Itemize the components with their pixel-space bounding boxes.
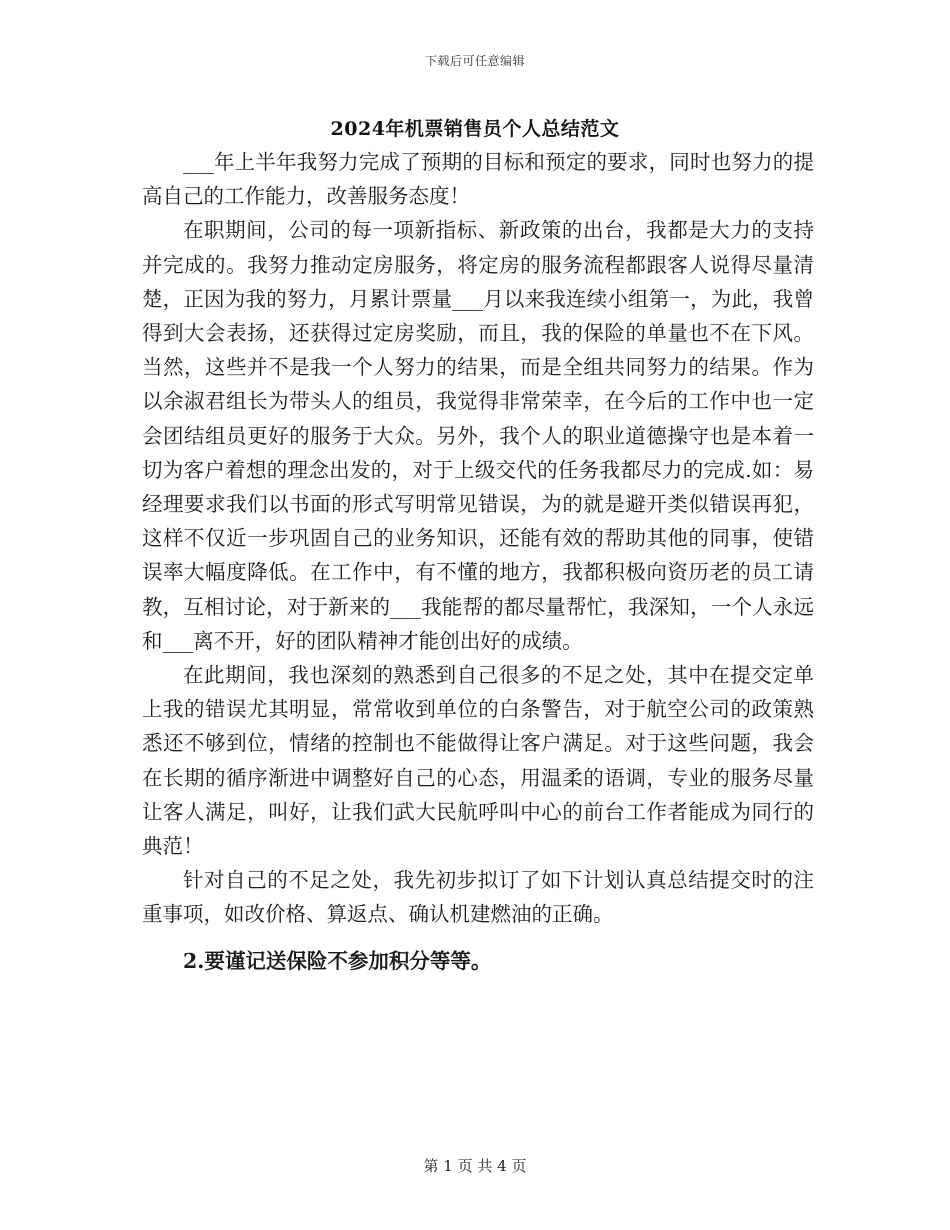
paragraph-plan: 针对自己的不足之处，我先初步拟订了如下计划认真总结提交时的注重事项，如改价格、算返点、确认机建燃油的正确。	[142, 868, 814, 927]
paragraph-achievements: 在职期间，公司的每一项新指标、新政策的出台，我都是大力的支持并完成的。我努力推动定房服务，将定房的服务流程都跟客人说得尽量清楚，正因为我的努力，月累计票量___月以来我连续小组第一，为此，我曾得到大会表扬，还获得过定房奖励，而且，我的保险的单量也不在下风。当然，这些并不是我一个人努力的结果，而是全组共同努力的结果。作为以余淑君组长为带头人的组员，我觉得非常荣幸，在今后的工作中也一定会团结组员更好的服务于大众。另外，我个人的职业道德操守也是本着一切为客户着想的理念出发的，对于上级交代的任务我都尽力的完成.如：易经理要求我们以书面的形式写明常见错误，为的就是避开类似错误再犯，这样不仅近一步巩固自己的业务知识，还能有效的帮助其他的同事，使错误率大幅度降低。在工作中，有不懂的地方，我都积极向资历老的员工请教，互相讨论，对于新来的___我能帮的都尽量帮忙，我深知，一个人永远和___离不开，好的团队精神才能创出好的成绩。	[142, 218, 814, 653]
list-item-2: 2.要谨记送保险不参加积分等等。	[183, 948, 492, 973]
page-number: 第 1 页 共 4 页	[423, 1157, 527, 1175]
page-header-note: 下载后可任意编辑	[424, 54, 525, 68]
paragraph-shortcomings: 在此期间，我也深刻的熟悉到自己很多的不足之处，其中在提交定单上我的错误尤其明显，常常收到单位的白条警告，对于航空公司的政策熟悉还不够到位，情绪的控制也不能做得让客户满足。对于这些问题，我会在长期的循序渐进中调整好自己的心态，用温柔的语调，专业的服务尽量让客人满足，叫好，让我们武大民航呼叫中心的前台工作者能成为同行的典范！	[142, 663, 814, 859]
document-body	[142, 145, 814, 978]
document-title: 2024年机票销售员个人总结范文	[330, 118, 620, 140]
paragraph-intro: ___年上半年我努力完成了预期的目标和预定的要求，同时也努力的提高自己的工作能力，改善服务态度！	[142, 150, 814, 209]
